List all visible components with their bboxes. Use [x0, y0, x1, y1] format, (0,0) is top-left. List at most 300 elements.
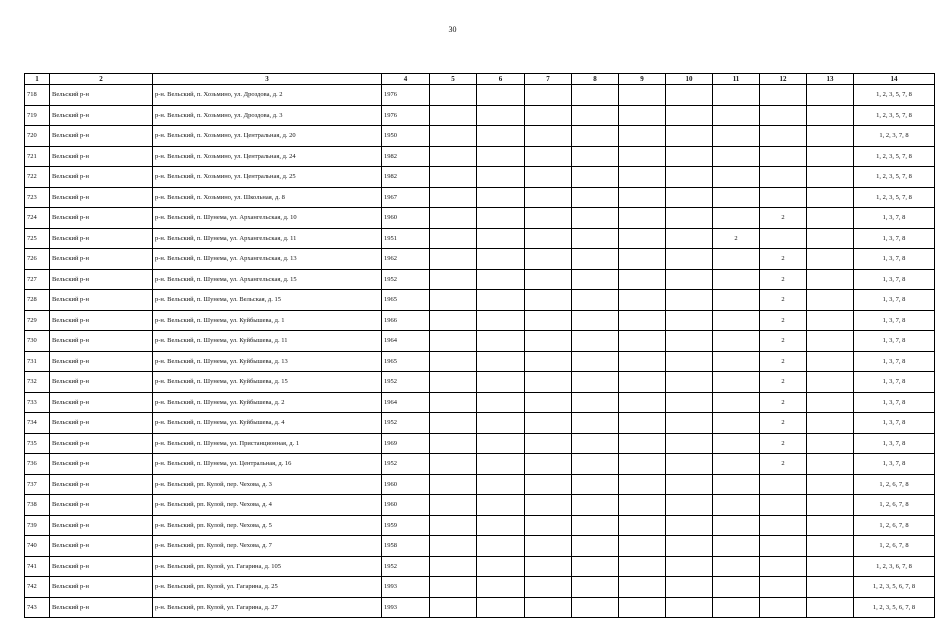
- col-8-cell: [572, 249, 619, 270]
- col-11-cell: [713, 105, 760, 126]
- col-10-cell: [666, 167, 713, 188]
- register-table: [24, 73, 935, 618]
- col-7-cell: [525, 454, 572, 475]
- district-cell: Вельский р-н: [50, 433, 153, 454]
- col-13-cell: [807, 85, 854, 106]
- table-row: [25, 290, 935, 311]
- col-5-cell: [430, 392, 477, 413]
- address-cell: р-н. Вельский, рп. Кулой, ул. Гагарина, д. 105: [153, 556, 382, 577]
- address-cell: р-н. Вельский, рп. Кулой, пер. Чехова, д. 5: [153, 515, 382, 536]
- col-8-cell: [572, 392, 619, 413]
- table-row: [25, 249, 935, 270]
- col-9-cell: [619, 269, 666, 290]
- col-11-cell: [713, 146, 760, 167]
- year-cell: 1950: [382, 126, 430, 147]
- table-row: [25, 577, 935, 598]
- col-7-cell: [525, 536, 572, 557]
- col-10-cell: [666, 495, 713, 516]
- col-8-cell: [572, 167, 619, 188]
- col-7-cell: [525, 331, 572, 352]
- address-cell: р-н. Вельский, п. Шунема, ул. Куйбышева, д. 2: [153, 392, 382, 413]
- year-cell: 1982: [382, 146, 430, 167]
- col-8-cell: [572, 269, 619, 290]
- address-cell: р-н. Вельский, п. Хозьмино, ул. Школьная, д. 8: [153, 187, 382, 208]
- col-12-cell: [760, 556, 807, 577]
- col-11-cell: [713, 515, 760, 536]
- district-cell: Вельский р-н: [50, 167, 153, 188]
- address-cell: р-н. Вельский, п. Шунема, ул. Куйбышева, д. 15: [153, 372, 382, 393]
- col-8-cell: [572, 536, 619, 557]
- district-cell: Вельский р-н: [50, 413, 153, 434]
- row-number-cell: 736: [25, 454, 50, 475]
- column-header-1: 1: [25, 74, 50, 85]
- col-10-cell: [666, 331, 713, 352]
- col-5-cell: [430, 290, 477, 311]
- col-12-cell: 2: [760, 310, 807, 331]
- table-row: [25, 536, 935, 557]
- year-cell: 1960: [382, 208, 430, 229]
- col-13-cell: [807, 413, 854, 434]
- col-8-cell: [572, 126, 619, 147]
- col-8-cell: [572, 208, 619, 229]
- page-number: 30: [448, 25, 457, 34]
- year-cell: 1993: [382, 597, 430, 618]
- column-header-9: 9: [619, 74, 666, 85]
- col-6-cell: [477, 167, 525, 188]
- district-cell: Вельский р-н: [50, 372, 153, 393]
- year-cell: 1964: [382, 392, 430, 413]
- col-11-cell: [713, 187, 760, 208]
- col-5-cell: [430, 474, 477, 495]
- row-number-cell: 737: [25, 474, 50, 495]
- year-cell: 1966: [382, 310, 430, 331]
- col-13-cell: [807, 577, 854, 598]
- col-9-cell: [619, 433, 666, 454]
- col-6-cell: [477, 515, 525, 536]
- col-8-cell: [572, 290, 619, 311]
- row-number-cell: 727: [25, 269, 50, 290]
- col-7-cell: [525, 290, 572, 311]
- row-number-cell: 728: [25, 290, 50, 311]
- col-13-cell: [807, 454, 854, 475]
- row-number-cell: 726: [25, 249, 50, 270]
- col-8-cell: [572, 351, 619, 372]
- address-cell: р-н. Вельский, п. Хозьмино, ул. Центральная, д. 25: [153, 167, 382, 188]
- col-14-cell: 1, 2, 6, 7, 8: [854, 474, 935, 495]
- header-row: [25, 74, 935, 85]
- col-7-cell: [525, 392, 572, 413]
- col-5-cell: [430, 495, 477, 516]
- col-14-cell: 1, 3, 7, 8: [854, 290, 935, 311]
- address-cell: р-н. Вельский, п. Хозьмино, ул. Центральная, д. 24: [153, 146, 382, 167]
- col-9-cell: [619, 474, 666, 495]
- col-11-cell: [713, 413, 760, 434]
- col-7-cell: [525, 167, 572, 188]
- col-6-cell: [477, 392, 525, 413]
- col-11-cell: [713, 577, 760, 598]
- col-13-cell: [807, 331, 854, 352]
- col-10-cell: [666, 105, 713, 126]
- col-9-cell: [619, 351, 666, 372]
- col-5-cell: [430, 167, 477, 188]
- district-cell: Вельский р-н: [50, 454, 153, 475]
- col-13-cell: [807, 167, 854, 188]
- col-5-cell: [430, 187, 477, 208]
- col-10-cell: [666, 536, 713, 557]
- col-7-cell: [525, 249, 572, 270]
- col-12-cell: 2: [760, 249, 807, 270]
- row-number-cell: 719: [25, 105, 50, 126]
- col-5-cell: [430, 85, 477, 106]
- table-row: [25, 146, 935, 167]
- col-14-cell: 1, 3, 7, 8: [854, 413, 935, 434]
- col-10-cell: [666, 85, 713, 106]
- col-8-cell: [572, 228, 619, 249]
- col-12-cell: 2: [760, 372, 807, 393]
- col-6-cell: [477, 187, 525, 208]
- col-8-cell: [572, 495, 619, 516]
- district-cell: Вельский р-н: [50, 577, 153, 598]
- col-10-cell: [666, 146, 713, 167]
- col-6-cell: [477, 351, 525, 372]
- column-header-5: 5: [430, 74, 477, 85]
- district-cell: Вельский р-н: [50, 331, 153, 352]
- col-5-cell: [430, 372, 477, 393]
- district-cell: Вельский р-н: [50, 187, 153, 208]
- col-5-cell: [430, 208, 477, 229]
- col-12-cell: 2: [760, 454, 807, 475]
- year-cell: 1967: [382, 187, 430, 208]
- col-6-cell: [477, 577, 525, 598]
- col-9-cell: [619, 495, 666, 516]
- column-header-10: 10: [666, 74, 713, 85]
- col-14-cell: 1, 2, 3, 5, 6, 7, 8: [854, 577, 935, 598]
- row-number-cell: 739: [25, 515, 50, 536]
- col-11-cell: [713, 310, 760, 331]
- col-12-cell: [760, 105, 807, 126]
- col-10-cell: [666, 474, 713, 495]
- col-14-cell: 1, 3, 7, 8: [854, 454, 935, 475]
- row-number-cell: 730: [25, 331, 50, 352]
- year-cell: 1952: [382, 454, 430, 475]
- col-7-cell: [525, 269, 572, 290]
- col-14-cell: 1, 2, 3, 7, 8: [854, 126, 935, 147]
- column-header-3: 3: [153, 74, 382, 85]
- address-cell: р-н. Вельский, п. Шунема, ул. Куйбышева, д. 4: [153, 413, 382, 434]
- col-9-cell: [619, 146, 666, 167]
- col-9-cell: [619, 454, 666, 475]
- table-row: [25, 105, 935, 126]
- col-6-cell: [477, 105, 525, 126]
- col-7-cell: [525, 515, 572, 536]
- year-cell: 1962: [382, 249, 430, 270]
- district-cell: Вельский р-н: [50, 556, 153, 577]
- col-8-cell: [572, 413, 619, 434]
- col-9-cell: [619, 228, 666, 249]
- col-11-cell: [713, 126, 760, 147]
- row-number-cell: 731: [25, 351, 50, 372]
- col-11-cell: [713, 433, 760, 454]
- col-12-cell: [760, 495, 807, 516]
- col-14-cell: 1, 3, 7, 8: [854, 310, 935, 331]
- col-5-cell: [430, 105, 477, 126]
- col-12-cell: [760, 597, 807, 618]
- col-8-cell: [572, 433, 619, 454]
- col-9-cell: [619, 392, 666, 413]
- col-7-cell: [525, 474, 572, 495]
- district-cell: Вельский р-н: [50, 249, 153, 270]
- row-number-cell: 743: [25, 597, 50, 618]
- col-10-cell: [666, 208, 713, 229]
- col-14-cell: 1, 3, 7, 8: [854, 392, 935, 413]
- col-9-cell: [619, 536, 666, 557]
- year-cell: 1965: [382, 351, 430, 372]
- col-9-cell: [619, 126, 666, 147]
- col-8-cell: [572, 105, 619, 126]
- address-cell: р-н. Вельский, п. Шунема, ул. Куйбышева, д. 11: [153, 331, 382, 352]
- col-5-cell: [430, 454, 477, 475]
- col-6-cell: [477, 433, 525, 454]
- col-13-cell: [807, 105, 854, 126]
- address-cell: р-н. Вельский, рп. Кулой, пер. Чехова, д. 3: [153, 474, 382, 495]
- table-row: [25, 495, 935, 516]
- row-number-cell: 740: [25, 536, 50, 557]
- col-9-cell: [619, 515, 666, 536]
- address-cell: р-н. Вельский, п. Шунема, ул. Архангельская, д. 13: [153, 249, 382, 270]
- col-9-cell: [619, 105, 666, 126]
- col-12-cell: [760, 228, 807, 249]
- col-5-cell: [430, 413, 477, 434]
- col-6-cell: [477, 310, 525, 331]
- col-6-cell: [477, 536, 525, 557]
- column-header-13: 13: [807, 74, 854, 85]
- district-cell: Вельский р-н: [50, 269, 153, 290]
- row-number-cell: 741: [25, 556, 50, 577]
- table-row: [25, 556, 935, 577]
- col-8-cell: [572, 85, 619, 106]
- table-body: [25, 85, 935, 618]
- table-row: [25, 167, 935, 188]
- address-cell: р-н. Вельский, п. Шунема, ул. Куйбышева, д. 13: [153, 351, 382, 372]
- col-12-cell: 2: [760, 433, 807, 454]
- row-number-cell: 721: [25, 146, 50, 167]
- col-12-cell: [760, 577, 807, 598]
- district-cell: Вельский р-н: [50, 208, 153, 229]
- col-8-cell: [572, 597, 619, 618]
- col-13-cell: [807, 556, 854, 577]
- table-row: [25, 372, 935, 393]
- column-header-6: 6: [477, 74, 525, 85]
- col-12-cell: 2: [760, 290, 807, 311]
- col-8-cell: [572, 454, 619, 475]
- table-row: [25, 331, 935, 352]
- row-number-cell: 738: [25, 495, 50, 516]
- col-14-cell: 1, 3, 7, 8: [854, 269, 935, 290]
- col-5-cell: [430, 126, 477, 147]
- row-number-cell: 722: [25, 167, 50, 188]
- col-14-cell: 1, 2, 6, 7, 8: [854, 515, 935, 536]
- district-cell: Вельский р-н: [50, 228, 153, 249]
- year-cell: 1982: [382, 167, 430, 188]
- row-number-cell: 723: [25, 187, 50, 208]
- col-12-cell: 2: [760, 413, 807, 434]
- col-13-cell: [807, 536, 854, 557]
- col-6-cell: [477, 597, 525, 618]
- col-10-cell: [666, 577, 713, 598]
- col-13-cell: [807, 187, 854, 208]
- col-11-cell: [713, 454, 760, 475]
- col-14-cell: 1, 2, 3, 5, 7, 8: [854, 146, 935, 167]
- col-14-cell: 1, 2, 3, 5, 7, 8: [854, 105, 935, 126]
- table-row: [25, 392, 935, 413]
- table-row: [25, 126, 935, 147]
- year-cell: 1960: [382, 474, 430, 495]
- col-7-cell: [525, 495, 572, 516]
- col-5-cell: [430, 577, 477, 598]
- col-7-cell: [525, 413, 572, 434]
- col-11-cell: [713, 474, 760, 495]
- district-cell: Вельский р-н: [50, 495, 153, 516]
- col-13-cell: [807, 208, 854, 229]
- table-row: [25, 413, 935, 434]
- col-5-cell: [430, 351, 477, 372]
- table-row: [25, 228, 935, 249]
- district-cell: Вельский р-н: [50, 515, 153, 536]
- col-5-cell: [430, 228, 477, 249]
- col-12-cell: 2: [760, 208, 807, 229]
- col-11-cell: [713, 249, 760, 270]
- year-cell: 1952: [382, 372, 430, 393]
- col-7-cell: [525, 433, 572, 454]
- col-13-cell: [807, 249, 854, 270]
- col-7-cell: [525, 556, 572, 577]
- col-12-cell: [760, 515, 807, 536]
- col-12-cell: [760, 85, 807, 106]
- col-12-cell: [760, 126, 807, 147]
- col-5-cell: [430, 249, 477, 270]
- col-6-cell: [477, 474, 525, 495]
- col-6-cell: [477, 413, 525, 434]
- col-14-cell: 1, 3, 7, 8: [854, 351, 935, 372]
- col-6-cell: [477, 228, 525, 249]
- col-14-cell: 1, 2, 3, 5, 7, 8: [854, 187, 935, 208]
- col-10-cell: [666, 351, 713, 372]
- district-cell: Вельский р-н: [50, 310, 153, 331]
- col-5-cell: [430, 269, 477, 290]
- col-13-cell: [807, 515, 854, 536]
- col-6-cell: [477, 269, 525, 290]
- year-cell: 1969: [382, 433, 430, 454]
- col-5-cell: [430, 515, 477, 536]
- col-8-cell: [572, 372, 619, 393]
- col-12-cell: 2: [760, 331, 807, 352]
- col-11-cell: [713, 85, 760, 106]
- col-11-cell: [713, 556, 760, 577]
- row-number-cell: 724: [25, 208, 50, 229]
- row-number-cell: 718: [25, 85, 50, 106]
- address-cell: р-н. Вельский, п. Шунема, ул. Архангельская, д. 10: [153, 208, 382, 229]
- col-8-cell: [572, 515, 619, 536]
- col-10-cell: [666, 126, 713, 147]
- col-5-cell: [430, 433, 477, 454]
- col-7-cell: [525, 85, 572, 106]
- col-10-cell: [666, 433, 713, 454]
- col-8-cell: [572, 310, 619, 331]
- col-11-cell: [713, 269, 760, 290]
- table-row: [25, 597, 935, 618]
- col-11-cell: 2: [713, 228, 760, 249]
- row-number-cell: 742: [25, 577, 50, 598]
- col-12-cell: 2: [760, 351, 807, 372]
- col-5-cell: [430, 536, 477, 557]
- row-number-cell: 734: [25, 413, 50, 434]
- col-13-cell: [807, 351, 854, 372]
- column-header-4: 4: [382, 74, 430, 85]
- col-6-cell: [477, 454, 525, 475]
- table-row: [25, 269, 935, 290]
- col-12-cell: 2: [760, 269, 807, 290]
- table-row: [25, 187, 935, 208]
- col-6-cell: [477, 146, 525, 167]
- year-cell: 1960: [382, 495, 430, 516]
- col-9-cell: [619, 187, 666, 208]
- col-10-cell: [666, 187, 713, 208]
- col-5-cell: [430, 556, 477, 577]
- col-13-cell: [807, 269, 854, 290]
- address-cell: р-н. Вельский, рп. Кулой, пер. Чехова, д. 4: [153, 495, 382, 516]
- address-cell: р-н. Вельский, п. Хозьмино, ул. Дроздова, д. 2: [153, 85, 382, 106]
- col-13-cell: [807, 597, 854, 618]
- col-13-cell: [807, 228, 854, 249]
- col-14-cell: 1, 3, 7, 8: [854, 228, 935, 249]
- col-12-cell: [760, 167, 807, 188]
- col-6-cell: [477, 290, 525, 311]
- col-10-cell: [666, 310, 713, 331]
- col-7-cell: [525, 187, 572, 208]
- address-cell: р-н. Вельский, п. Шунема, ул. Архангельская, д. 11: [153, 228, 382, 249]
- district-cell: Вельский р-н: [50, 597, 153, 618]
- col-7-cell: [525, 372, 572, 393]
- district-cell: Вельский р-н: [50, 290, 153, 311]
- row-number-cell: 725: [25, 228, 50, 249]
- district-cell: Вельский р-н: [50, 536, 153, 557]
- col-12-cell: [760, 474, 807, 495]
- address-cell: р-н. Вельский, п. Хозьмино, ул. Дроздова, д. 3: [153, 105, 382, 126]
- col-14-cell: 1, 3, 7, 8: [854, 331, 935, 352]
- district-cell: Вельский р-н: [50, 392, 153, 413]
- row-number-cell: 732: [25, 372, 50, 393]
- column-header-12: 12: [760, 74, 807, 85]
- col-10-cell: [666, 290, 713, 311]
- col-5-cell: [430, 310, 477, 331]
- col-9-cell: [619, 249, 666, 270]
- col-10-cell: [666, 597, 713, 618]
- col-11-cell: [713, 331, 760, 352]
- address-cell: р-н. Вельский, рп. Кулой, пер. Чехова, д. 7: [153, 536, 382, 557]
- address-cell: р-н. Вельский, рп. Кулой, ул. Гагарина, д. 27: [153, 597, 382, 618]
- col-10-cell: [666, 228, 713, 249]
- col-13-cell: [807, 392, 854, 413]
- col-9-cell: [619, 597, 666, 618]
- col-11-cell: [713, 372, 760, 393]
- col-8-cell: [572, 577, 619, 598]
- col-13-cell: [807, 433, 854, 454]
- col-14-cell: 1, 2, 6, 7, 8: [854, 495, 935, 516]
- col-9-cell: [619, 310, 666, 331]
- col-14-cell: 1, 2, 3, 5, 7, 8: [854, 85, 935, 106]
- address-cell: р-н. Вельский, п. Шунема, ул. Куйбышева, д. 1: [153, 310, 382, 331]
- row-number-cell: 720: [25, 126, 50, 147]
